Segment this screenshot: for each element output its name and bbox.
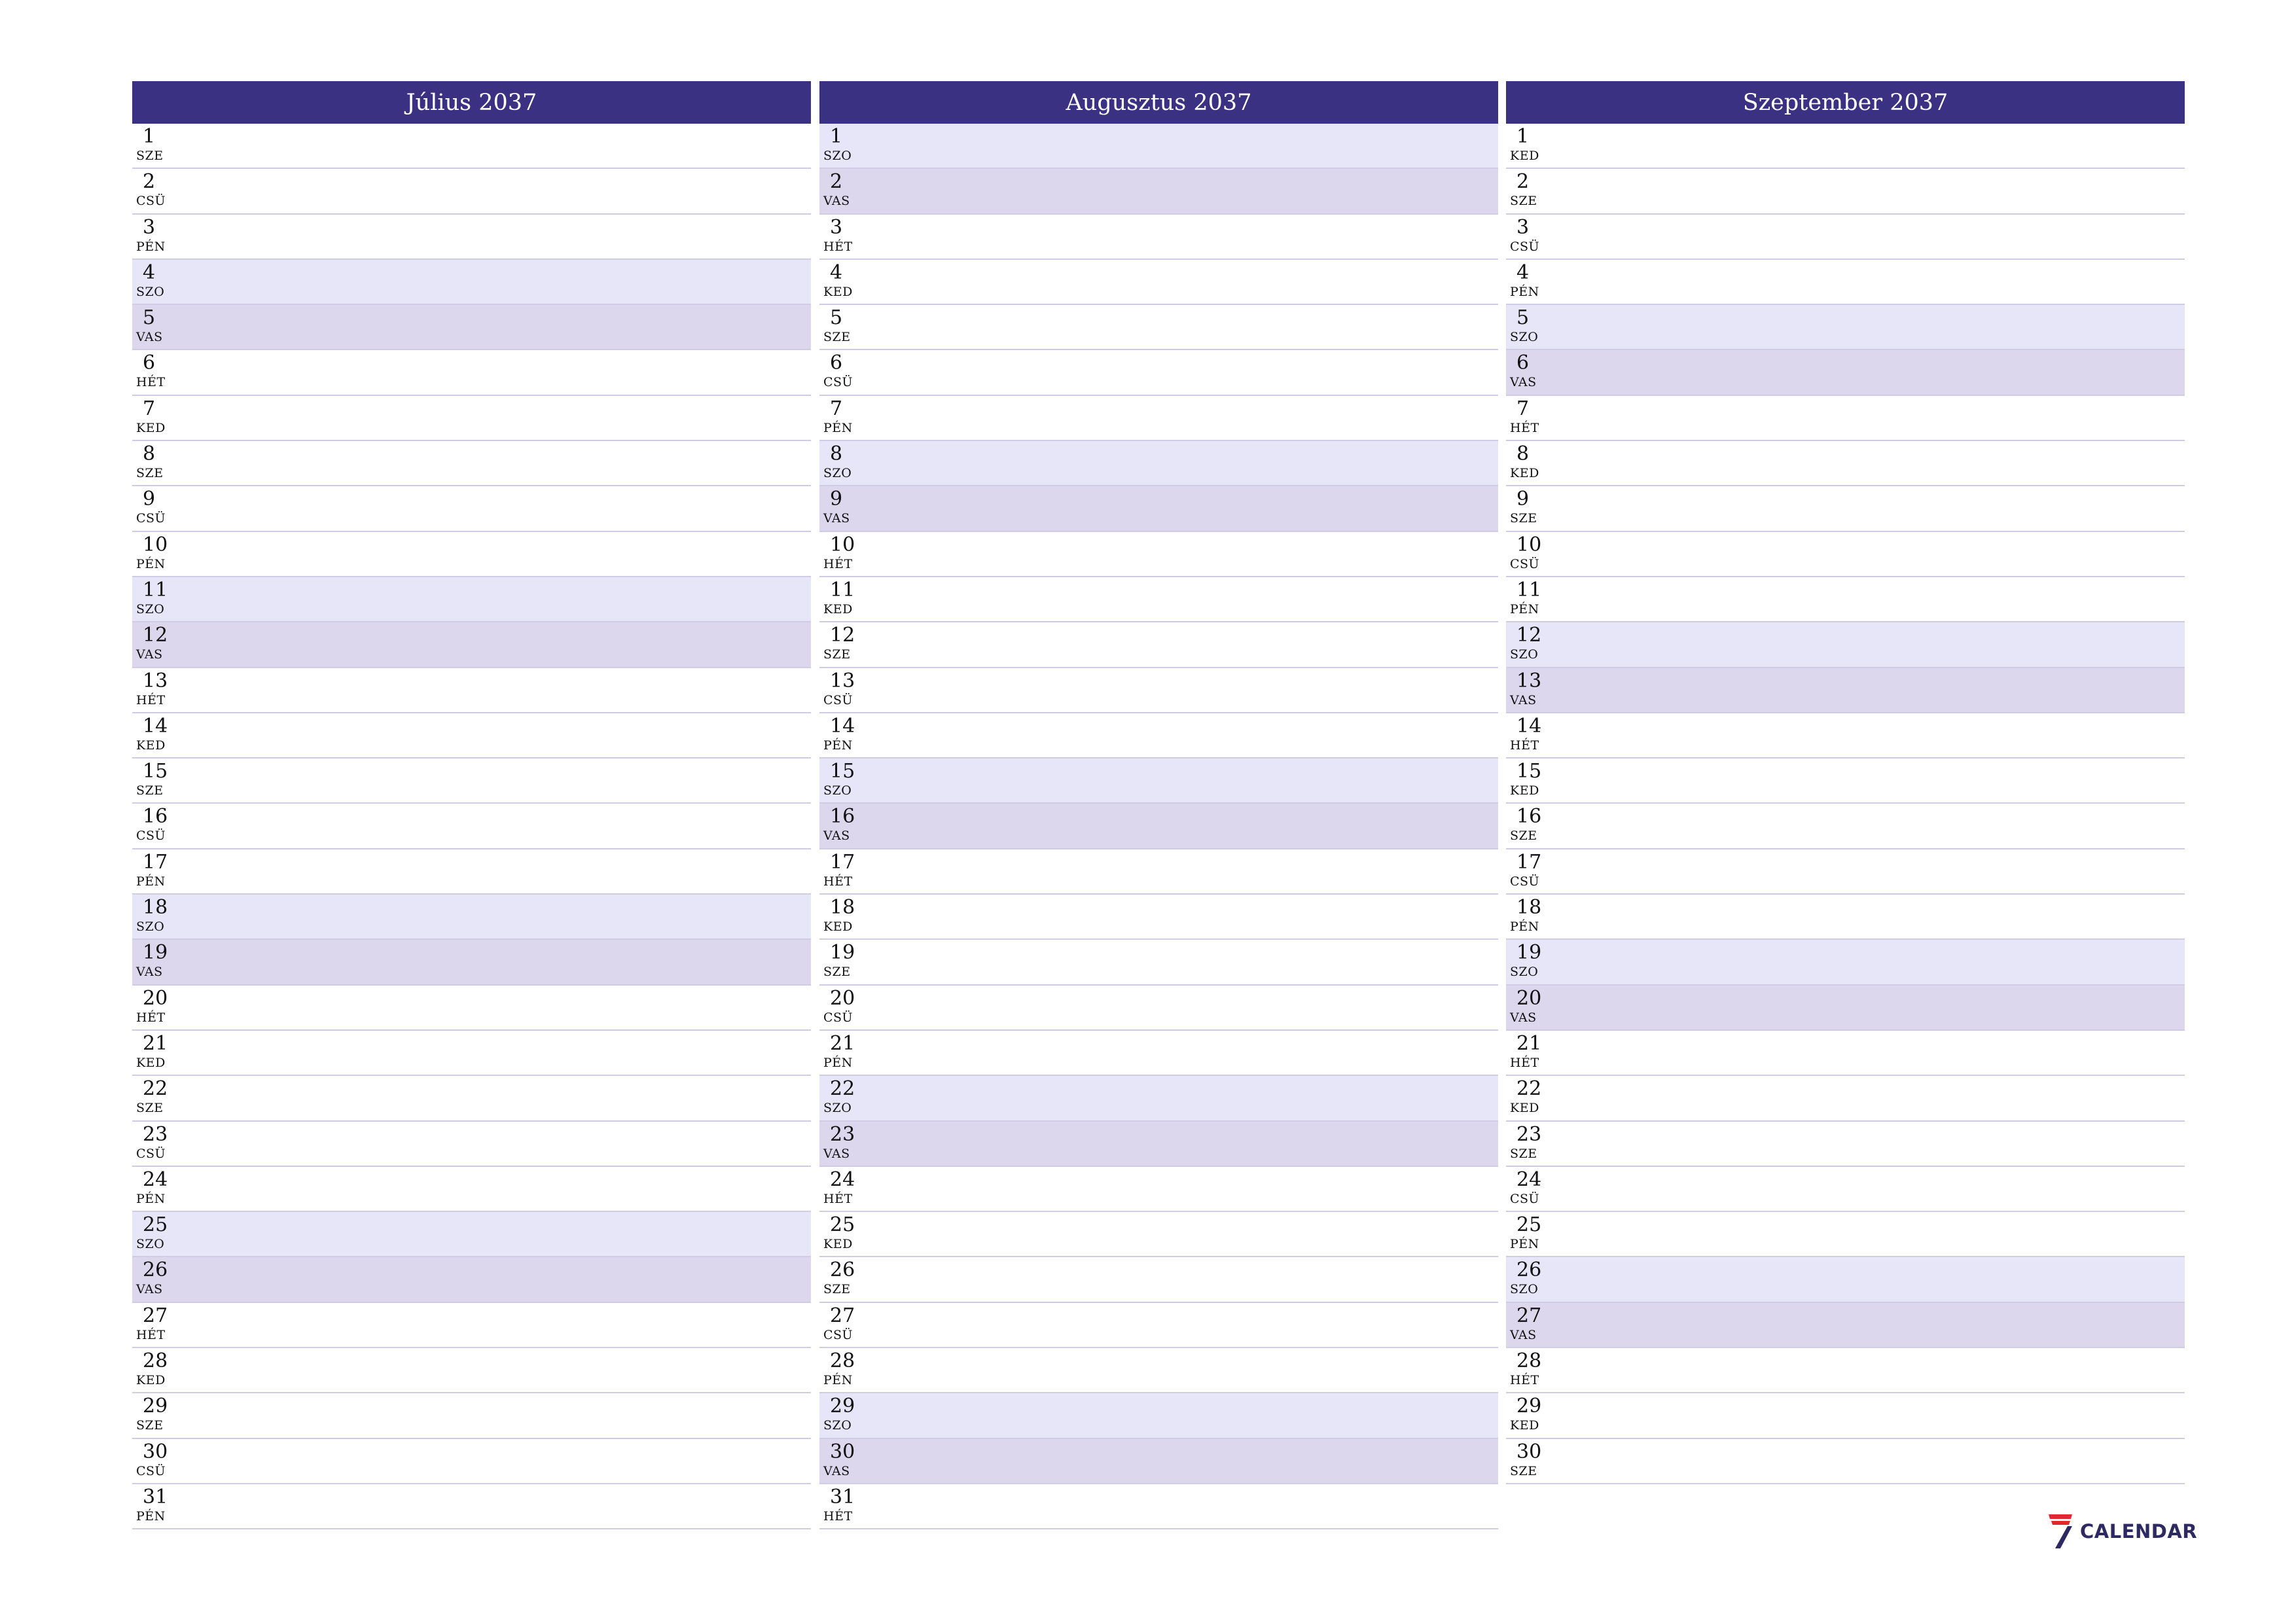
- day-number: 27: [830, 1304, 855, 1327]
- day-row[interactable]: [819, 260, 1498, 305]
- day-row[interactable]: [1506, 668, 2185, 713]
- day-row[interactable]: [132, 124, 811, 169]
- day-number: 2: [1516, 170, 1530, 194]
- weekday-label: PÉN: [1510, 601, 1539, 616]
- weekday-label: PÉN: [136, 1191, 166, 1206]
- day-row[interactable]: [132, 804, 811, 849]
- brand-logo[interactable]: [2047, 1513, 2197, 1550]
- day-number: 26: [143, 1258, 168, 1282]
- day-number: 12: [143, 624, 168, 647]
- weekday-label: CSÜ: [1510, 1191, 1540, 1206]
- day-number: 4: [1516, 260, 1530, 284]
- weekday-label: VAS: [136, 1282, 163, 1297]
- day-number: 18: [1516, 896, 1542, 919]
- weekday-label: PÉN: [1510, 919, 1539, 935]
- weekday-label: HÉT: [136, 692, 166, 707]
- day-number: 31: [143, 1485, 168, 1508]
- weekday-label: SZE: [136, 1101, 164, 1116]
- day-row[interactable]: [132, 305, 811, 350]
- day-row[interactable]: [819, 350, 1498, 395]
- day-number: 9: [143, 488, 156, 511]
- weekday-label: PÉN: [823, 1373, 853, 1388]
- day-number: 17: [1516, 850, 1542, 874]
- day-number: 9: [1516, 488, 1530, 511]
- weekday-label: KED: [1510, 783, 1539, 798]
- weekday-label: KED: [823, 1237, 853, 1252]
- day-row[interactable]: [132, 758, 811, 804]
- day-number: 3: [830, 215, 843, 239]
- day-row[interactable]: [819, 1257, 1498, 1302]
- day-row[interactable]: [1506, 305, 2185, 350]
- weekday-label: SZE: [823, 330, 851, 345]
- day-number: 5: [143, 306, 156, 330]
- monthly-planner: [132, 81, 2185, 1560]
- day-number: 5: [1516, 306, 1530, 330]
- weekday-label: KED: [136, 1055, 166, 1070]
- weekday-label: KED: [1510, 1101, 1539, 1116]
- day-row[interactable]: [819, 895, 1498, 940]
- day-number: 3: [1516, 215, 1530, 239]
- day-row[interactable]: [1506, 1031, 2185, 1076]
- day-number: 16: [143, 805, 168, 829]
- day-number: 20: [143, 986, 168, 1010]
- weekday-label: SZO: [823, 1418, 852, 1433]
- weekday-label: KED: [1510, 466, 1539, 481]
- day-number: 11: [1516, 578, 1542, 601]
- day-row[interactable]: [132, 668, 811, 713]
- logo-text: CALENDAR: [2080, 1520, 2198, 1543]
- day-number: 29: [143, 1395, 168, 1418]
- day-row[interactable]: [819, 215, 1498, 260]
- day-row[interactable]: [819, 486, 1498, 531]
- day-number: 19: [1516, 941, 1542, 965]
- weekday-label: SZE: [136, 149, 164, 163]
- day-number: 4: [143, 260, 156, 284]
- weekday-label: HÉT: [1510, 420, 1539, 435]
- day-row[interactable]: [1506, 124, 2185, 169]
- day-number: 18: [143, 896, 168, 919]
- day-number: 8: [1516, 442, 1530, 466]
- day-row[interactable]: [1506, 350, 2185, 395]
- weekday-label: CSÜ: [136, 1146, 166, 1161]
- weekday-label: KED: [823, 601, 853, 616]
- weekday-label: CSÜ: [1510, 239, 1540, 254]
- day-row[interactable]: [132, 1122, 811, 1167]
- weekday-label: SZO: [136, 284, 165, 299]
- day-number: 7: [143, 397, 156, 420]
- month-title: Július 2037: [406, 89, 537, 116]
- weekday-label: CSÜ: [1510, 556, 1540, 571]
- day-number: 24: [830, 1168, 855, 1191]
- day-row[interactable]: [819, 668, 1498, 713]
- day-row[interactable]: [1506, 1348, 2185, 1393]
- weekday-label: PÉN: [823, 738, 853, 753]
- day-number: 29: [830, 1395, 855, 1418]
- day-row[interactable]: [132, 1167, 811, 1212]
- weekday-label: PÉN: [1510, 284, 1539, 299]
- day-number: 28: [830, 1349, 855, 1373]
- day-row[interactable]: [132, 486, 811, 531]
- day-number: 3: [143, 215, 156, 239]
- weekday-label: PÉN: [136, 1508, 166, 1524]
- day-row[interactable]: [1506, 215, 2185, 260]
- day-row[interactable]: [132, 396, 811, 441]
- day-number: 22: [830, 1077, 855, 1101]
- day-number: 23: [143, 1122, 168, 1146]
- weekday-label: HÉT: [136, 1327, 166, 1342]
- day-row[interactable]: [1506, 713, 2185, 758]
- day-row[interactable]: [819, 758, 1498, 804]
- day-number: 23: [1516, 1122, 1542, 1146]
- day-number: 14: [830, 714, 855, 738]
- weekday-label: HÉT: [823, 1191, 853, 1206]
- day-row[interactable]: [819, 169, 1498, 214]
- day-number: 8: [830, 442, 843, 466]
- weekday-label: CSÜ: [136, 1463, 166, 1478]
- weekday-label: SZE: [1510, 194, 1537, 209]
- day-number: 27: [143, 1304, 168, 1327]
- day-row[interactable]: [132, 1348, 811, 1393]
- day-row[interactable]: [1506, 577, 2185, 622]
- day-number: 30: [830, 1440, 855, 1463]
- day-row[interactable]: [1506, 1076, 2185, 1121]
- weekday-label: SZO: [136, 919, 165, 935]
- month-column-september: [1506, 81, 2185, 1484]
- weekday-label: KED: [1510, 149, 1539, 163]
- weekday-label: SZO: [1510, 965, 1539, 980]
- weekday-label: PÉN: [136, 556, 166, 571]
- day-number: 10: [830, 533, 855, 556]
- day-row[interactable]: [1506, 940, 2185, 985]
- day-row[interactable]: [1506, 396, 2185, 441]
- day-row[interactable]: [1506, 1439, 2185, 1484]
- day-row[interactable]: [1506, 532, 2185, 577]
- day-number: 24: [1516, 1168, 1542, 1191]
- weekday-label: SZO: [1510, 1282, 1539, 1297]
- day-row[interactable]: [132, 940, 811, 985]
- day-row[interactable]: [1506, 486, 2185, 531]
- weekday-label: HÉT: [136, 1010, 166, 1025]
- month-title: Szeptember 2037: [1742, 89, 1948, 116]
- day-number: 16: [830, 805, 855, 829]
- day-row[interactable]: [132, 622, 811, 668]
- day-number: 28: [1516, 1349, 1542, 1373]
- weekday-label: HÉT: [136, 375, 166, 390]
- weekday-label: HÉT: [823, 874, 853, 889]
- day-row[interactable]: [819, 441, 1498, 486]
- weekday-label: KED: [1510, 1418, 1539, 1433]
- day-row[interactable]: [132, 895, 811, 940]
- day-number: 11: [143, 578, 168, 601]
- weekday-label: PÉN: [1510, 1237, 1539, 1252]
- day-row[interactable]: [132, 1484, 811, 1529]
- month-header: [819, 81, 1498, 124]
- weekday-label: VAS: [1510, 1327, 1537, 1342]
- day-number: 1: [1516, 125, 1530, 148]
- day-number: 5: [830, 306, 843, 330]
- day-row[interactable]: [819, 1393, 1498, 1438]
- day-number: 2: [143, 170, 156, 194]
- day-number: 14: [1516, 714, 1542, 738]
- day-row[interactable]: [1506, 758, 2185, 804]
- day-row[interactable]: [819, 713, 1498, 758]
- weekday-label: VAS: [823, 1463, 850, 1478]
- day-number: 21: [143, 1031, 168, 1055]
- weekday-label: VAS: [823, 829, 850, 844]
- day-row[interactable]: [819, 396, 1498, 441]
- weekday-label: KED: [823, 284, 853, 299]
- weekday-label: PÉN: [136, 874, 166, 889]
- weekday-label: SZO: [823, 149, 852, 163]
- day-number: 25: [143, 1213, 168, 1237]
- weekday-label: PÉN: [823, 1055, 853, 1070]
- day-row[interactable]: [132, 849, 811, 895]
- weekday-label: CSÜ: [823, 1010, 853, 1025]
- day-number: 17: [143, 850, 168, 874]
- day-number: 23: [830, 1122, 855, 1146]
- weekday-label: HÉT: [823, 1508, 853, 1524]
- day-number: 1: [830, 125, 843, 148]
- day-number: 26: [1516, 1258, 1542, 1282]
- day-number: 15: [143, 760, 168, 783]
- day-number: 21: [830, 1031, 855, 1055]
- weekday-label: SZO: [136, 601, 165, 616]
- day-number: 25: [830, 1213, 855, 1237]
- weekday-label: CSÜ: [136, 829, 166, 844]
- month-title: Augusztus 2037: [1066, 89, 1252, 116]
- day-row[interactable]: [132, 260, 811, 305]
- weekday-label: CSÜ: [823, 375, 853, 390]
- weekday-label: CSÜ: [136, 194, 166, 209]
- day-row[interactable]: [819, 124, 1498, 169]
- day-row[interactable]: [1506, 1167, 2185, 1212]
- day-number: 10: [1516, 533, 1542, 556]
- day-row[interactable]: [819, 577, 1498, 622]
- seven-calendar-logo-icon: [2047, 1513, 2073, 1550]
- day-row[interactable]: [819, 1348, 1498, 1393]
- month-header: [1506, 81, 2185, 124]
- day-number: 16: [1516, 805, 1542, 829]
- weekday-label: SZE: [1510, 829, 1537, 844]
- day-number: 27: [1516, 1304, 1542, 1327]
- day-number: 26: [830, 1258, 855, 1282]
- day-row[interactable]: [132, 1303, 811, 1348]
- day-number: 15: [1516, 760, 1542, 783]
- day-number: 19: [143, 941, 168, 965]
- day-number: 10: [143, 533, 168, 556]
- day-number: 30: [143, 1440, 168, 1463]
- day-row[interactable]: [1506, 1212, 2185, 1257]
- day-row[interactable]: [819, 804, 1498, 849]
- day-number: 6: [830, 351, 843, 375]
- day-number: 7: [830, 397, 843, 420]
- weekday-label: SZE: [1510, 1463, 1537, 1478]
- day-number: 2: [830, 170, 843, 194]
- day-number: 13: [830, 669, 855, 692]
- day-row[interactable]: [132, 441, 811, 486]
- weekday-label: SZO: [1510, 647, 1539, 662]
- day-row[interactable]: [1506, 1303, 2185, 1348]
- day-row[interactable]: [132, 215, 811, 260]
- weekday-label: KED: [823, 919, 853, 935]
- day-row[interactable]: [819, 1076, 1498, 1121]
- day-number: 28: [143, 1349, 168, 1373]
- day-row[interactable]: [1506, 1257, 2185, 1302]
- day-number: 11: [830, 578, 855, 601]
- day-number: 8: [143, 442, 156, 466]
- day-row[interactable]: [819, 1031, 1498, 1076]
- weekday-label: SZE: [136, 783, 164, 798]
- weekday-label: VAS: [823, 511, 850, 526]
- day-row[interactable]: [1506, 260, 2185, 305]
- day-row[interactable]: [132, 532, 811, 577]
- weekday-label: VAS: [136, 647, 163, 662]
- day-number: 7: [1516, 397, 1530, 420]
- day-number: 14: [143, 714, 168, 738]
- day-row[interactable]: [1506, 895, 2185, 940]
- weekday-label: SZE: [823, 965, 851, 980]
- weekday-label: HÉT: [1510, 738, 1539, 753]
- day-number: 6: [143, 351, 156, 375]
- day-row[interactable]: [132, 169, 811, 214]
- day-row[interactable]: [1506, 441, 2185, 486]
- weekday-label: PÉN: [136, 239, 166, 254]
- weekday-label: VAS: [1510, 1010, 1537, 1025]
- day-row[interactable]: [1506, 622, 2185, 668]
- month-column-august: [819, 81, 1498, 1529]
- day-number: 18: [830, 896, 855, 919]
- weekday-label: KED: [136, 738, 166, 753]
- weekday-label: SZO: [823, 783, 852, 798]
- weekday-label: CSÜ: [1510, 874, 1540, 889]
- day-number: 24: [143, 1168, 168, 1191]
- day-number: 13: [1516, 669, 1542, 692]
- day-row[interactable]: [132, 1212, 811, 1257]
- day-number: 22: [1516, 1077, 1542, 1101]
- weekday-label: SZE: [823, 1282, 851, 1297]
- month-header: [132, 81, 811, 124]
- day-number: 25: [1516, 1213, 1542, 1237]
- weekday-label: VAS: [823, 194, 850, 209]
- day-row[interactable]: [132, 577, 811, 622]
- day-row[interactable]: [1506, 1122, 2185, 1167]
- day-row[interactable]: [1506, 804, 2185, 849]
- day-row[interactable]: [819, 1122, 1498, 1167]
- day-list: [132, 124, 811, 1529]
- weekday-label: CSÜ: [823, 1327, 853, 1342]
- day-number: 4: [830, 260, 843, 284]
- day-row[interactable]: [819, 1167, 1498, 1212]
- day-row[interactable]: [819, 940, 1498, 985]
- day-row[interactable]: [132, 350, 811, 395]
- day-row[interactable]: [819, 305, 1498, 350]
- weekday-label: KED: [136, 420, 166, 435]
- day-row[interactable]: [1506, 169, 2185, 214]
- weekday-label: VAS: [823, 1146, 850, 1161]
- day-row[interactable]: [132, 1076, 811, 1121]
- weekday-label: PÉN: [823, 420, 853, 435]
- weekday-label: HÉT: [823, 556, 853, 571]
- day-number: 20: [830, 986, 855, 1010]
- day-number: 6: [1516, 351, 1530, 375]
- day-row[interactable]: [132, 1031, 811, 1076]
- day-row[interactable]: [132, 986, 811, 1031]
- day-row[interactable]: [819, 1439, 1498, 1484]
- day-number: 9: [830, 488, 843, 511]
- day-list: [819, 124, 1498, 1529]
- weekday-label: HÉT: [1510, 1373, 1539, 1388]
- day-number: 30: [1516, 1440, 1542, 1463]
- day-row[interactable]: [819, 1303, 1498, 1348]
- weekday-label: SZE: [1510, 511, 1537, 526]
- day-number: 20: [1516, 986, 1542, 1010]
- day-number: 1: [143, 125, 156, 148]
- weekday-label: KED: [136, 1373, 166, 1388]
- day-number: 19: [830, 941, 855, 965]
- weekday-label: VAS: [1510, 375, 1537, 390]
- weekday-label: CSÜ: [823, 692, 853, 707]
- day-number: 17: [830, 850, 855, 874]
- weekday-label: VAS: [1510, 692, 1537, 707]
- day-row[interactable]: [819, 622, 1498, 668]
- weekday-label: SZO: [1510, 330, 1539, 345]
- day-row[interactable]: [819, 986, 1498, 1031]
- weekday-label: CSÜ: [136, 511, 166, 526]
- weekday-label: SZO: [136, 1237, 165, 1252]
- weekday-label: HÉT: [1510, 1055, 1539, 1070]
- day-number: 15: [830, 760, 855, 783]
- weekday-label: HÉT: [823, 239, 853, 254]
- day-number: 29: [1516, 1395, 1542, 1418]
- day-number: 12: [830, 624, 855, 647]
- day-row[interactable]: [132, 1439, 811, 1484]
- day-row[interactable]: [1506, 849, 2185, 895]
- month-column-july: [132, 81, 811, 1529]
- weekday-label: VAS: [136, 330, 163, 345]
- day-row[interactable]: [132, 713, 811, 758]
- day-row[interactable]: [819, 1212, 1498, 1257]
- day-number: 12: [1516, 624, 1542, 647]
- weekday-label: SZE: [1510, 1146, 1537, 1161]
- day-row[interactable]: [132, 1393, 811, 1438]
- day-row[interactable]: [819, 1484, 1498, 1529]
- day-row[interactable]: [1506, 986, 2185, 1031]
- weekday-label: SZE: [136, 1418, 164, 1433]
- day-row[interactable]: [819, 532, 1498, 577]
- weekday-label: VAS: [136, 965, 163, 980]
- weekday-label: SZE: [136, 466, 164, 481]
- day-row[interactable]: [132, 1257, 811, 1302]
- weekday-label: SZO: [823, 1101, 852, 1116]
- weekday-label: SZO: [823, 466, 852, 481]
- day-number: 22: [143, 1077, 168, 1101]
- day-number: 31: [830, 1485, 855, 1508]
- weekday-label: SZE: [823, 647, 851, 662]
- day-list: [1506, 124, 2185, 1484]
- day-number: 13: [143, 669, 168, 692]
- day-row[interactable]: [819, 849, 1498, 895]
- day-number: 21: [1516, 1031, 1542, 1055]
- day-row[interactable]: [1506, 1393, 2185, 1438]
